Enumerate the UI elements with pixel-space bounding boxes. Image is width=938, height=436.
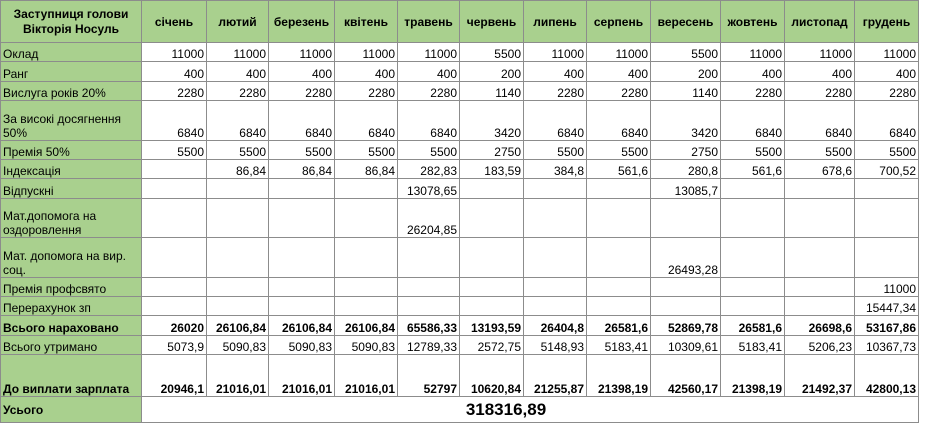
value-cell[interactable] [587,278,651,297]
value-cell[interactable]: 5500 [398,141,460,160]
value-cell[interactable]: 5500 [587,141,651,160]
value-cell[interactable] [460,278,524,297]
value-cell[interactable]: 282,83 [398,160,460,179]
value-cell[interactable] [460,238,524,278]
value-cell[interactable]: 11000 [142,43,207,62]
value-cell[interactable]: 2750 [651,141,721,160]
value-cell[interactable] [524,297,587,316]
value-cell[interactable]: 400 [269,62,335,82]
month-header[interactable]: липень [524,1,587,43]
value-cell[interactable]: 678,6 [785,160,855,179]
value-cell[interactable] [651,199,721,238]
value-cell[interactable]: 2280 [335,82,398,101]
value-cell[interactable]: 2280 [855,82,919,101]
month-header[interactable]: березень [269,1,335,43]
table-row [1,141,919,160]
month-header[interactable]: січень [142,1,207,43]
value-cell[interactable]: 561,6 [587,160,651,179]
month-header[interactable]: квітень [335,1,398,43]
value-cell[interactable]: 5090,83 [207,336,269,355]
value-cell[interactable]: 400 [398,62,460,82]
table-row [1,82,919,101]
total-row [1,397,919,423]
value-cell[interactable] [269,238,335,278]
value-cell[interactable] [855,199,919,238]
value-cell[interactable]: 2280 [269,82,335,101]
value-cell[interactable]: 11000 [587,43,651,62]
value-cell[interactable] [524,199,587,238]
value-cell[interactable] [524,278,587,297]
table-row [1,278,919,297]
row-label[interactable]: Ранг [1,62,142,82]
value-cell[interactable]: 1140 [651,82,721,101]
month-header[interactable]: вересень [651,1,721,43]
value-cell[interactable]: 21492,37 [785,355,855,397]
value-cell[interactable]: 5090,83 [335,336,398,355]
value-cell[interactable] [721,238,785,278]
month-header[interactable]: червень [460,1,524,43]
row-label[interactable]: Перерахунок зп [1,297,142,316]
value-cell[interactable] [651,278,721,297]
value-cell[interactable]: 6840 [524,101,587,141]
value-cell[interactable] [335,238,398,278]
value-cell[interactable]: 2280 [721,82,785,101]
value-cell[interactable]: 26698,6 [785,316,855,336]
grand-total[interactable]: 318316,89 [142,397,919,423]
value-cell[interactable]: 26106,84 [207,316,269,336]
value-cell[interactable] [855,238,919,278]
value-cell[interactable]: 400 [855,62,919,82]
value-cell[interactable]: 11000 [721,43,785,62]
value-cell[interactable]: 11000 [785,43,855,62]
value-cell[interactable] [398,238,460,278]
value-cell[interactable]: 15447,34 [855,297,919,316]
value-cell[interactable]: 2280 [142,82,207,101]
value-cell[interactable]: 5500 [207,141,269,160]
value-cell[interactable] [460,297,524,316]
value-cell[interactable] [207,199,269,238]
value-cell[interactable] [207,297,269,316]
value-cell[interactable]: 400 [207,62,269,82]
value-cell[interactable]: 11000 [524,43,587,62]
value-cell[interactable]: 6840 [855,101,919,141]
value-cell[interactable] [207,238,269,278]
value-cell[interactable]: 200 [460,62,524,82]
value-cell[interactable] [269,199,335,238]
row-label[interactable]: Всього утримано [1,336,142,355]
table-row [1,336,919,355]
value-cell[interactable]: 384,8 [524,160,587,179]
month-header[interactable]: лютий [207,1,269,43]
table-row [1,238,919,278]
value-cell[interactable] [721,179,785,199]
value-cell[interactable]: 26106,84 [335,316,398,336]
value-cell[interactable]: 400 [721,62,785,82]
value-cell[interactable]: 5500 [460,43,524,62]
row-label[interactable]: Всього нараховано [1,316,142,336]
value-cell[interactable]: 5500 [785,141,855,160]
value-cell[interactable] [785,199,855,238]
row-label[interactable]: До виплати зарплата [1,355,142,397]
value-cell[interactable] [142,160,207,179]
value-cell[interactable] [269,278,335,297]
value-cell[interactable]: 6840 [142,101,207,141]
month-header[interactable]: травень [398,1,460,43]
value-cell[interactable] [269,297,335,316]
value-cell[interactable]: 13193,59 [460,316,524,336]
value-cell[interactable]: 52797 [398,355,460,397]
month-header[interactable]: листопад [785,1,855,43]
value-cell[interactable] [785,297,855,316]
value-cell[interactable]: 21398,19 [587,355,651,397]
value-cell[interactable] [855,179,919,199]
value-cell[interactable]: 5500 [855,141,919,160]
value-cell[interactable] [142,238,207,278]
value-cell[interactable]: 20946,1 [142,355,207,397]
value-cell[interactable] [398,278,460,297]
value-cell[interactable]: 53167,86 [855,316,919,336]
row-label[interactable]: Оклад [1,43,142,62]
value-cell[interactable]: 65586,33 [398,316,460,336]
value-cell[interactable]: 2280 [785,82,855,101]
value-cell[interactable] [335,199,398,238]
value-cell[interactable]: 21016,01 [335,355,398,397]
value-cell[interactable]: 26020 [142,316,207,336]
value-cell[interactable]: 2280 [398,82,460,101]
table-row [1,101,919,141]
value-cell[interactable]: 10309,61 [651,336,721,355]
value-cell[interactable]: 5148,93 [524,336,587,355]
value-cell[interactable]: 5183,41 [587,336,651,355]
value-cell[interactable]: 400 [142,62,207,82]
value-cell[interactable]: 21016,01 [207,355,269,397]
value-cell[interactable] [142,199,207,238]
value-cell[interactable]: 52869,78 [651,316,721,336]
value-cell[interactable]: 21016,01 [269,355,335,397]
value-cell[interactable]: 5073,9 [142,336,207,355]
value-cell[interactable]: 11000 [855,43,919,62]
value-cell[interactable] [207,179,269,199]
value-cell[interactable] [142,297,207,316]
value-cell[interactable]: 42560,17 [651,355,721,397]
value-cell[interactable]: 5500 [721,141,785,160]
value-cell[interactable] [651,297,721,316]
value-cell[interactable]: 26581,6 [587,316,651,336]
row-label[interactable]: Премія 50% [1,141,142,160]
value-cell[interactable] [721,199,785,238]
value-cell[interactable]: 2572,75 [460,336,524,355]
month-header[interactable]: грудень [855,1,919,43]
value-cell[interactable]: 700,52 [855,160,919,179]
value-cell[interactable]: 13078,65 [398,179,460,199]
value-cell[interactable]: 86,84 [335,160,398,179]
value-cell[interactable]: 6840 [207,101,269,141]
value-cell[interactable] [785,179,855,199]
table-row [1,297,919,316]
value-cell[interactable]: 21255,87 [524,355,587,397]
value-cell[interactable]: 11000 [335,43,398,62]
row-label[interactable]: Премія профсвято [1,278,142,297]
table-row [1,179,919,199]
value-cell[interactable] [335,278,398,297]
value-cell[interactable]: 11000 [855,278,919,297]
value-cell[interactable]: 26581,6 [721,316,785,336]
value-cell[interactable]: 5500 [142,141,207,160]
table-row [1,62,919,82]
value-cell[interactable]: 10620,84 [460,355,524,397]
value-cell[interactable]: 280,8 [651,160,721,179]
value-cell[interactable]: 3420 [460,101,524,141]
value-cell[interactable]: 5500 [335,141,398,160]
value-cell[interactable] [721,297,785,316]
value-cell[interactable]: 3420 [651,101,721,141]
value-cell[interactable] [269,179,335,199]
value-cell[interactable]: 6840 [721,101,785,141]
table-row [1,199,919,238]
value-cell[interactable] [335,297,398,316]
value-cell[interactable]: 561,6 [721,160,785,179]
value-cell[interactable]: 6840 [398,101,460,141]
value-cell[interactable]: 6840 [587,101,651,141]
value-cell[interactable]: 6840 [335,101,398,141]
value-cell[interactable]: 2280 [587,82,651,101]
value-cell[interactable] [335,179,398,199]
value-cell[interactable] [587,199,651,238]
value-cell[interactable]: 5500 [651,43,721,62]
row-label[interactable]: Вислуга років 20% [1,82,142,101]
value-cell[interactable]: 6840 [269,101,335,141]
header-row [1,1,919,43]
row-label[interactable]: Мат.допомога на оздоровлення [1,199,142,238]
value-cell[interactable]: 11000 [269,43,335,62]
value-cell[interactable]: 5500 [269,141,335,160]
row-label[interactable]: Відпускні [1,179,142,199]
value-cell[interactable]: 5206,23 [785,336,855,355]
value-cell[interactable]: 200 [651,62,721,82]
value-cell[interactable] [587,238,651,278]
row-label[interactable]: За високі досягнення 50% [1,101,142,141]
value-cell[interactable] [785,278,855,297]
value-cell[interactable]: 10367,73 [855,336,919,355]
month-header[interactable]: серпень [587,1,651,43]
table-row [1,43,919,62]
value-cell[interactable]: 11000 [398,43,460,62]
value-cell[interactable] [524,179,587,199]
value-cell[interactable]: 400 [524,62,587,82]
value-cell[interactable]: 42800,13 [855,355,919,397]
value-cell[interactable]: 400 [785,62,855,82]
value-cell[interactable]: 5090,83 [269,336,335,355]
value-cell[interactable]: 2280 [524,82,587,101]
value-cell[interactable]: 6840 [785,101,855,141]
table-row [1,355,919,397]
value-cell[interactable]: 183,59 [460,160,524,179]
value-cell[interactable] [721,278,785,297]
value-cell[interactable]: 5183,41 [721,336,785,355]
value-cell[interactable]: 26106,84 [269,316,335,336]
value-cell[interactable]: 26493,28 [651,238,721,278]
row-label[interactable]: Індексація [1,160,142,179]
table-row [1,316,919,336]
value-cell[interactable] [460,179,524,199]
value-cell[interactable]: 5500 [524,141,587,160]
value-cell[interactable]: 12789,33 [398,336,460,355]
row-label[interactable]: Мат. допомога на вир. соц. [1,238,142,278]
value-cell[interactable]: 2750 [460,141,524,160]
value-cell[interactable] [142,179,207,199]
value-cell[interactable]: 11000 [207,43,269,62]
table-title[interactable]: Заступниця голови Вікторія Носуль [1,1,142,43]
value-cell[interactable] [587,179,651,199]
value-cell[interactable]: 86,84 [269,160,335,179]
value-cell[interactable] [142,278,207,297]
value-cell[interactable]: 400 [587,62,651,82]
value-cell[interactable]: 13085,7 [651,179,721,199]
value-cell[interactable] [524,238,587,278]
value-cell[interactable] [587,297,651,316]
value-cell[interactable] [207,278,269,297]
value-cell[interactable] [398,297,460,316]
value-cell[interactable]: 2280 [207,82,269,101]
value-cell[interactable] [460,199,524,238]
value-cell[interactable]: 86,84 [207,160,269,179]
row-label[interactable]: Усього [1,397,142,423]
value-cell[interactable]: 1140 [460,82,524,101]
value-cell[interactable]: 26204,85 [398,199,460,238]
table-row [1,160,919,179]
month-header[interactable]: жовтень [721,1,785,43]
value-cell[interactable] [785,238,855,278]
value-cell[interactable]: 26404,8 [524,316,587,336]
value-cell[interactable]: 400 [335,62,398,82]
value-cell[interactable]: 21398,19 [721,355,785,397]
